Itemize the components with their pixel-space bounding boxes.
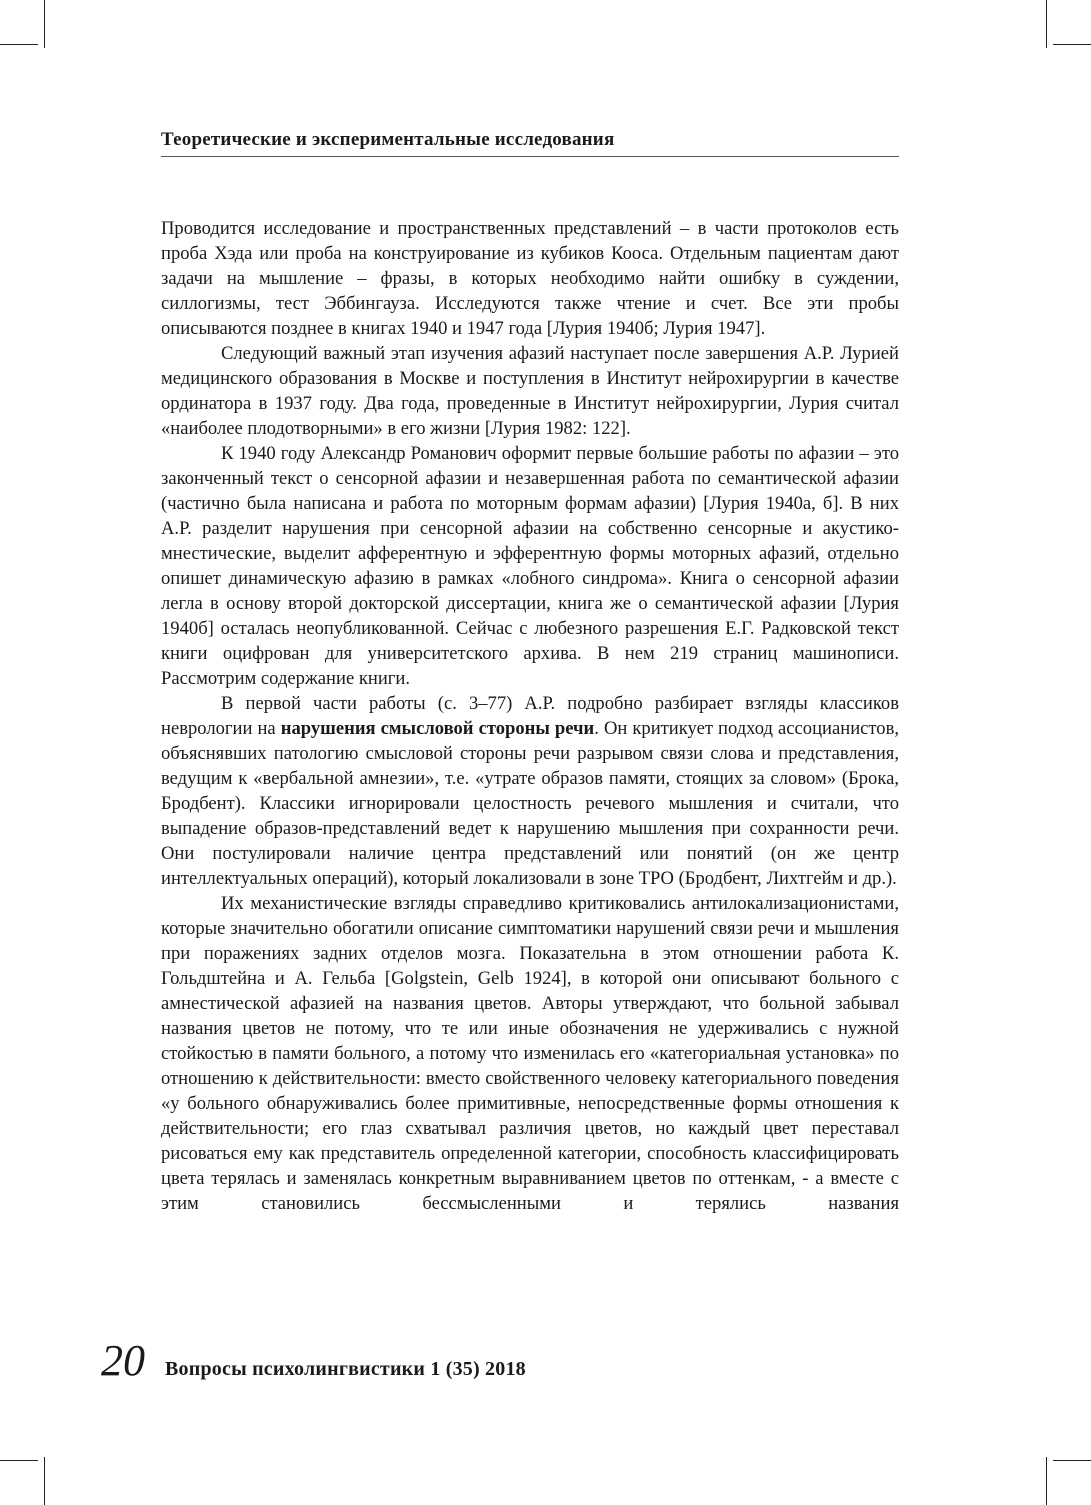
crop-mark — [44, 0, 45, 48]
page-number: 20 — [101, 1336, 145, 1385]
paragraph-4-lead: В первой части работы (с. 3–77) А.Р. подробно разбирает взгляды классиков неврологии на — [161, 693, 899, 739]
paragraph-4-rest: . Он критикует подход ассоцианистов, объяснявших патологию смысловой стороны речи разрывом связи слова и представления, ведущим к «вербальной амнезии», т.е. «утрате образов памяти, стоящих за словом» (Брока, Бродбент). Классики игнорировали целостность речевого мышления и считали, что выпадение образов-представлений ведет к нарушению мышления при сохранности речи. Они постулировали наличие центра представлений или понятий (он же центр интеллектуальных операций), который локализовали в зоне ТРО (Бродбент, Лихтгейм и др.). — [161, 718, 899, 889]
crop-mark — [1046, 1457, 1047, 1505]
crop-mark — [1053, 1460, 1091, 1461]
running-head: Теоретические и экспериментальные исследования — [161, 128, 899, 157]
crop-mark — [0, 1460, 38, 1461]
page-footer — [101, 1336, 526, 1386]
paragraph-5: Их механистические взгляды справедливо критиковались антилокализационистами, которые значительно обогатили описание симптоматики нарушений связи речи и мышления при поражениях задних отделов мозга. Показательна в этом отношении работа К. Гольдштейна и А. Гельба [Golgstein, Gelb 1924], в которой они описывают больного с амнестической афазией на названия цветов. Авторы утверждают, что больной забывал названия цветов не потому, что те или иные обозначения не удерживались с нужной стойкостью в памяти больного, а потому что изменилась его «категориальная установка» по отношению к действительности: вместо свойственного человеку категориального поведения «у больного обнаруживались более примитивные, непосредственные формы отношения к действительности; его глаз схватывал различия цветов, но каждый цвет переставал рисоваться ему как представитель определенной категории, способность классифицировать цвета терялась и заменялась конкретным выравниванием цветов по оттенкам, - а вместе с этим становились бессмысленными и терялись названия — [161, 893, 899, 1214]
crop-mark — [44, 1457, 45, 1505]
paragraph-4 — [161, 691, 899, 891]
article-body — [161, 216, 899, 1216]
crop-mark — [0, 44, 38, 45]
emphasis-term: нарушения смысловой стороны речи — [280, 718, 595, 739]
paragraph-3: К 1940 году Александр Романович оформит первые большие работы по афазии – это законченный текст о сенсорной афазии и незавершенная работа по семантической афазии (частично была написана и работа по моторным формам афазии) [Лурия 1940а, б]. В них А.Р. разделит нарушения при сенсорной афазии на собственно сенсорные и акустико-мнестические, выделит афферентную и эфферентную формы моторных афазий, отдельно опишет динамическую афазию в рамках «лобного синдрома». Книга о сенсорной афазии легла в основу второй докторской диссертации, книга же о семантической афазии [Лурия 1940б] осталась неопубликованной. Сейчас с любезного разрешения Е.Г. Радковской текст книги оцифрован для университетского архива. В нем 219 страниц машинописи. Рассмотрим содержание книги. — [161, 443, 899, 689]
journal-title: Вопросы психолингвистики 1 (35) 2018 — [165, 1358, 526, 1380]
paragraph-1: Проводится исследование и пространственных представлений – в части протоколов есть проба Хэда или проба на конструирование из кубиков Кооса. Отдельным пациентам дают задачи на мышление – фразы, в которых необходимо найти ошибку в суждении, силлогизмы, тест Эббингауза. Исследуются также чтение и счет. Все эти пробы описываются позднее в книгах 1940 и 1947 года [Лурия 1940б; Лурия 1947]. — [161, 218, 899, 339]
crop-mark — [1053, 44, 1091, 45]
crop-mark — [1046, 0, 1047, 48]
paragraph-2: Следующий важный этап изучения афазий наступает после завершения А.Р. Лурией медицинского образования в Москве и поступления в Институт нейрохирургии в качестве ординатора в 1937 году. Два года, проведенные в Институт нейрохирургии, Лурия считал «наиболее плодотворными» в его жизни [Лурия 1982: 122]. — [161, 343, 899, 439]
